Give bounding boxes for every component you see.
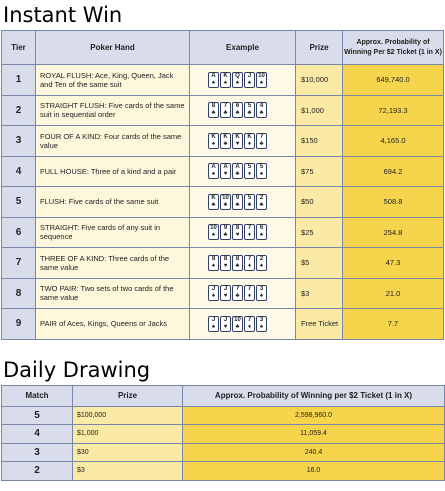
table-row: [2, 462, 445, 481]
probability-cell: 694.2: [343, 156, 444, 187]
card-rank: J: [211, 286, 216, 293]
playing-card-icon: [232, 285, 243, 301]
prize-cell: $50: [296, 187, 343, 218]
playing-card-icon: [256, 163, 267, 179]
tier-cell: 4: [2, 156, 36, 187]
card-suit-icon: ♠: [211, 140, 216, 147]
table-row: [2, 425, 445, 444]
playing-card-icon: [220, 255, 231, 271]
playing-card-icon: [208, 163, 219, 179]
match-cell: 3: [2, 443, 73, 462]
card-suit-icon: ♣: [223, 110, 228, 117]
card-suit-icon: ♣: [235, 323, 240, 330]
card-rank: 7: [247, 316, 252, 323]
card-rank: K: [211, 194, 216, 201]
poker-hand-cell: FOUR OF A KIND: Four cards of the same value: [36, 126, 190, 157]
daily-drawing-title: Daily Drawing: [3, 357, 151, 382]
example-cell: [190, 187, 296, 218]
playing-card-icon: [208, 102, 219, 118]
example-cell: [190, 309, 296, 340]
table-row: [2, 65, 444, 96]
card-suit-icon: ♠: [259, 323, 264, 330]
poker-hand-cell: FLUSH: Five cards of the same suit: [36, 187, 190, 218]
playing-card-icon: [220, 72, 231, 88]
table-row: [2, 406, 445, 425]
daily-prize-cell: $100,000: [73, 406, 183, 425]
playing-card-icon: [256, 102, 267, 118]
table-row: [2, 187, 444, 218]
card-suit-icon: ♥: [223, 171, 228, 178]
card-suit-icon: ♦: [247, 232, 252, 239]
playing-card-icon: [232, 133, 243, 149]
card-rank: 3: [259, 316, 264, 323]
card-rank: 5: [247, 103, 252, 110]
tier-cell: 8: [2, 278, 36, 309]
tier-cell: 5: [2, 187, 36, 218]
card-rank: 10: [258, 72, 265, 79]
playing-card-icon: [232, 255, 243, 271]
tier-cell: 6: [2, 217, 36, 248]
playing-card-icon: [244, 102, 255, 118]
card-suit-icon: ♠: [235, 79, 240, 86]
card-suit-icon: ♠: [259, 232, 264, 239]
card-rank: 5: [259, 164, 264, 171]
prize-cell: $10,000: [296, 65, 343, 96]
probability-cell: 649,740.0: [343, 65, 444, 96]
playing-card-icon: [256, 285, 267, 301]
card-rank: K: [223, 72, 228, 79]
header-daily-prize: Prize: [73, 385, 183, 406]
card-rank: K: [223, 133, 228, 140]
prize-cell: $5: [296, 248, 343, 279]
card-rank: 8: [223, 255, 228, 262]
card-rank: 8: [235, 255, 240, 262]
playing-card-icon: [244, 163, 255, 179]
card-suit-icon: ♥: [223, 323, 228, 330]
daily-prize-cell: $3: [73, 462, 183, 481]
playing-card-icon: [208, 224, 219, 240]
card-rank: A: [211, 164, 216, 171]
card-suit-icon: ♠: [211, 293, 216, 300]
example-cell: [190, 217, 296, 248]
card-rank: 6: [235, 103, 240, 110]
prize-cell: $3: [296, 278, 343, 309]
header-daily-probability: Approx. Probability of Winning per $2 Ticket (1 in X): [183, 385, 445, 406]
instant-win-table: [1, 30, 444, 340]
card-rank: K: [247, 133, 252, 140]
card-rank: K: [235, 133, 240, 140]
card-suit-icon: ♣: [223, 232, 228, 239]
card-suit-icon: ♦: [247, 140, 252, 147]
card-rank: 5: [247, 164, 252, 171]
poker-hand-cell: FULL HOUSE: Three of a kind and a pair: [36, 156, 190, 187]
daily-prize-cell: $1,000: [73, 425, 183, 444]
example-cell: [190, 95, 296, 126]
card-rank: J: [211, 316, 216, 323]
card-rank: 4: [259, 103, 264, 110]
playing-card-icon: [244, 255, 255, 271]
example-cell: [190, 126, 296, 157]
prize-cell: Free Ticket: [296, 309, 343, 340]
card-suit-icon: ♠: [247, 79, 252, 86]
table-row: [2, 278, 444, 309]
card-rank: A: [235, 164, 240, 171]
card-rank: 7: [247, 225, 252, 232]
header-match: Match: [2, 385, 73, 406]
playing-card-icon: [208, 285, 219, 301]
table-row: [2, 217, 444, 248]
probability-cell: 254.8: [343, 217, 444, 248]
header-tier: Tier: [2, 31, 36, 65]
playing-card-icon: [220, 285, 231, 301]
card-suit-icon: ♥: [223, 293, 228, 300]
card-suit-icon: ♣: [259, 140, 264, 147]
playing-card-icon: [220, 102, 231, 118]
playing-card-icon: [244, 72, 255, 88]
instant-win-title: Instant Win: [3, 3, 123, 27]
playing-card-icon: [244, 224, 255, 240]
header-probability: Approx. Probability of Winning Per $2 Ticket (1 in X): [343, 31, 444, 65]
card-suit-icon: ♣: [211, 201, 216, 208]
match-cell: 5: [2, 406, 73, 425]
playing-card-icon: [208, 194, 219, 210]
daily-probability-cell: 2,598,960.0: [183, 406, 445, 425]
card-suit-icon: ♠: [259, 171, 264, 178]
card-suit-icon: ♠: [211, 171, 216, 178]
playing-card-icon: [232, 224, 243, 240]
card-suit-icon: ♣: [223, 140, 228, 147]
playing-card-icon: [244, 285, 255, 301]
table-row: [2, 309, 444, 340]
playing-card-icon: [244, 316, 255, 332]
card-suit-icon: ♦: [247, 293, 252, 300]
card-suit-icon: ♦: [247, 171, 252, 178]
card-suit-icon: ♠: [259, 293, 264, 300]
tier-cell: 7: [2, 248, 36, 279]
card-rank: A: [211, 72, 216, 79]
card-suit-icon: ♠: [211, 232, 216, 239]
playing-card-icon: [208, 255, 219, 271]
card-suit-icon: ♠: [211, 323, 216, 330]
match-cell: 2: [2, 462, 73, 481]
playing-card-icon: [244, 194, 255, 210]
card-suit-icon: ♣: [235, 201, 240, 208]
card-suit-icon: ♦: [247, 262, 252, 269]
playing-card-icon: [256, 255, 267, 271]
card-suit-icon: ♠: [259, 79, 264, 86]
card-suit-icon: ♦: [247, 323, 252, 330]
card-rank: 6: [259, 225, 264, 232]
card-rank: 8: [211, 103, 216, 110]
card-suit-icon: ♥: [235, 232, 240, 239]
prize-cell: $75: [296, 156, 343, 187]
poker-hand-cell: STRAIGHT FLUSH: Five cards of the same suit in sequential order: [36, 95, 190, 126]
probability-cell: 21.0: [343, 278, 444, 309]
card-rank: 5: [247, 194, 252, 201]
card-rank: 10: [234, 316, 241, 323]
playing-card-icon: [256, 133, 267, 149]
playing-card-icon: [256, 72, 267, 88]
poker-hand-cell: ROYAL FLUSH: Ace, King, Queen, Jack and Ten of the same suit: [36, 65, 190, 96]
card-suit-icon: ♠: [259, 262, 264, 269]
header-poker-hand: Poker Hand: [36, 31, 190, 65]
playing-card-icon: [244, 133, 255, 149]
probability-cell: 47.3: [343, 248, 444, 279]
card-suit-icon: ♣: [247, 110, 252, 117]
tier-cell: 9: [2, 309, 36, 340]
probability-cell: 72,193.3: [343, 95, 444, 126]
playing-card-icon: [232, 194, 243, 210]
playing-card-icon: [256, 224, 267, 240]
playing-card-icon: [232, 102, 243, 118]
table-row: [2, 126, 444, 157]
table-row: [2, 156, 444, 187]
playing-card-icon: [256, 316, 267, 332]
card-suit-icon: ♣: [235, 110, 240, 117]
example-cell: [190, 278, 296, 309]
card-rank: K: [211, 133, 216, 140]
card-rank: J: [247, 72, 252, 79]
daily-probability-cell: 240.4: [183, 443, 445, 462]
playing-card-icon: [256, 194, 267, 210]
playing-card-icon: [220, 163, 231, 179]
daily-drawing-table: [1, 385, 445, 481]
header-example: Example: [190, 31, 296, 65]
example-cell: [190, 156, 296, 187]
header-prize: Prize: [296, 31, 343, 65]
card-suit-icon: ♠: [223, 79, 228, 86]
card-suit-icon: ♣: [235, 171, 240, 178]
playing-card-icon: [220, 224, 231, 240]
poker-hand-cell: THREE OF A KIND: Three cards of the same value: [36, 248, 190, 279]
card-suit-icon: ♠: [211, 79, 216, 86]
playing-card-icon: [208, 72, 219, 88]
card-rank: Q: [235, 72, 240, 79]
instant-header-row: [2, 31, 444, 65]
example-cell: [190, 248, 296, 279]
playing-card-icon: [208, 133, 219, 149]
prize-cell: $25: [296, 217, 343, 248]
card-suit-icon: ♣: [235, 293, 240, 300]
daily-probability-cell: 11,059.4: [183, 425, 445, 444]
match-cell: 4: [2, 425, 73, 444]
card-rank: 7: [223, 103, 228, 110]
playing-card-icon: [232, 316, 243, 332]
tier-cell: 2: [2, 95, 36, 126]
example-cell: [190, 65, 296, 96]
card-rank: 9: [223, 225, 228, 232]
playing-card-icon: [220, 316, 231, 332]
card-suit-icon: ♣: [235, 262, 240, 269]
card-rank: 7: [247, 286, 252, 293]
prize-cell: $150: [296, 126, 343, 157]
tier-cell: 1: [2, 65, 36, 96]
card-suit-icon: ♣: [247, 201, 252, 208]
card-rank: 7: [247, 255, 252, 262]
probability-cell: 4,165.0: [343, 126, 444, 157]
card-rank: 8: [211, 255, 216, 262]
card-rank: J: [223, 316, 228, 323]
tier-cell: 3: [2, 126, 36, 157]
table-row: [2, 443, 445, 462]
playing-card-icon: [220, 194, 231, 210]
card-rank: 3: [259, 286, 264, 293]
prize-cell: $1,000: [296, 95, 343, 126]
card-suit-icon: ♣: [259, 201, 264, 208]
probability-cell: 7.7: [343, 309, 444, 340]
poker-hand-cell: TWO PAIR: Two sets of two cards of the same value: [36, 278, 190, 309]
playing-card-icon: [232, 163, 243, 179]
card-suit-icon: ♠: [211, 262, 216, 269]
playing-card-icon: [232, 72, 243, 88]
playing-card-icon: [220, 133, 231, 149]
card-rank: 10: [222, 194, 229, 201]
daily-prize-cell: $30: [73, 443, 183, 462]
card-suit-icon: ♥: [235, 140, 240, 147]
card-rank: 8: [235, 225, 240, 232]
card-suit-icon: ♥: [223, 262, 228, 269]
daily-header-row: [2, 385, 445, 406]
card-rank: 9: [235, 194, 240, 201]
card-suit-icon: ♣: [223, 201, 228, 208]
table-row: [2, 95, 444, 126]
daily-probability-cell: 16.0: [183, 462, 445, 481]
card-rank: 7: [259, 133, 264, 140]
table-row: [2, 248, 444, 279]
card-rank: 2: [259, 255, 264, 262]
card-suit-icon: ♣: [259, 110, 264, 117]
card-rank: A: [223, 164, 228, 171]
card-rank: J: [223, 286, 228, 293]
card-rank: 10: [210, 225, 217, 232]
card-rank: 7: [235, 286, 240, 293]
card-suit-icon: ♣: [211, 110, 216, 117]
poker-hand-cell: PAIR of Aces, Kings, Queens or Jacks: [36, 309, 190, 340]
playing-card-icon: [208, 316, 219, 332]
card-rank: 2: [259, 194, 264, 201]
poker-hand-cell: STRAIGHT: Five cards of any suit in sequence: [36, 217, 190, 248]
probability-cell: 508.8: [343, 187, 444, 218]
